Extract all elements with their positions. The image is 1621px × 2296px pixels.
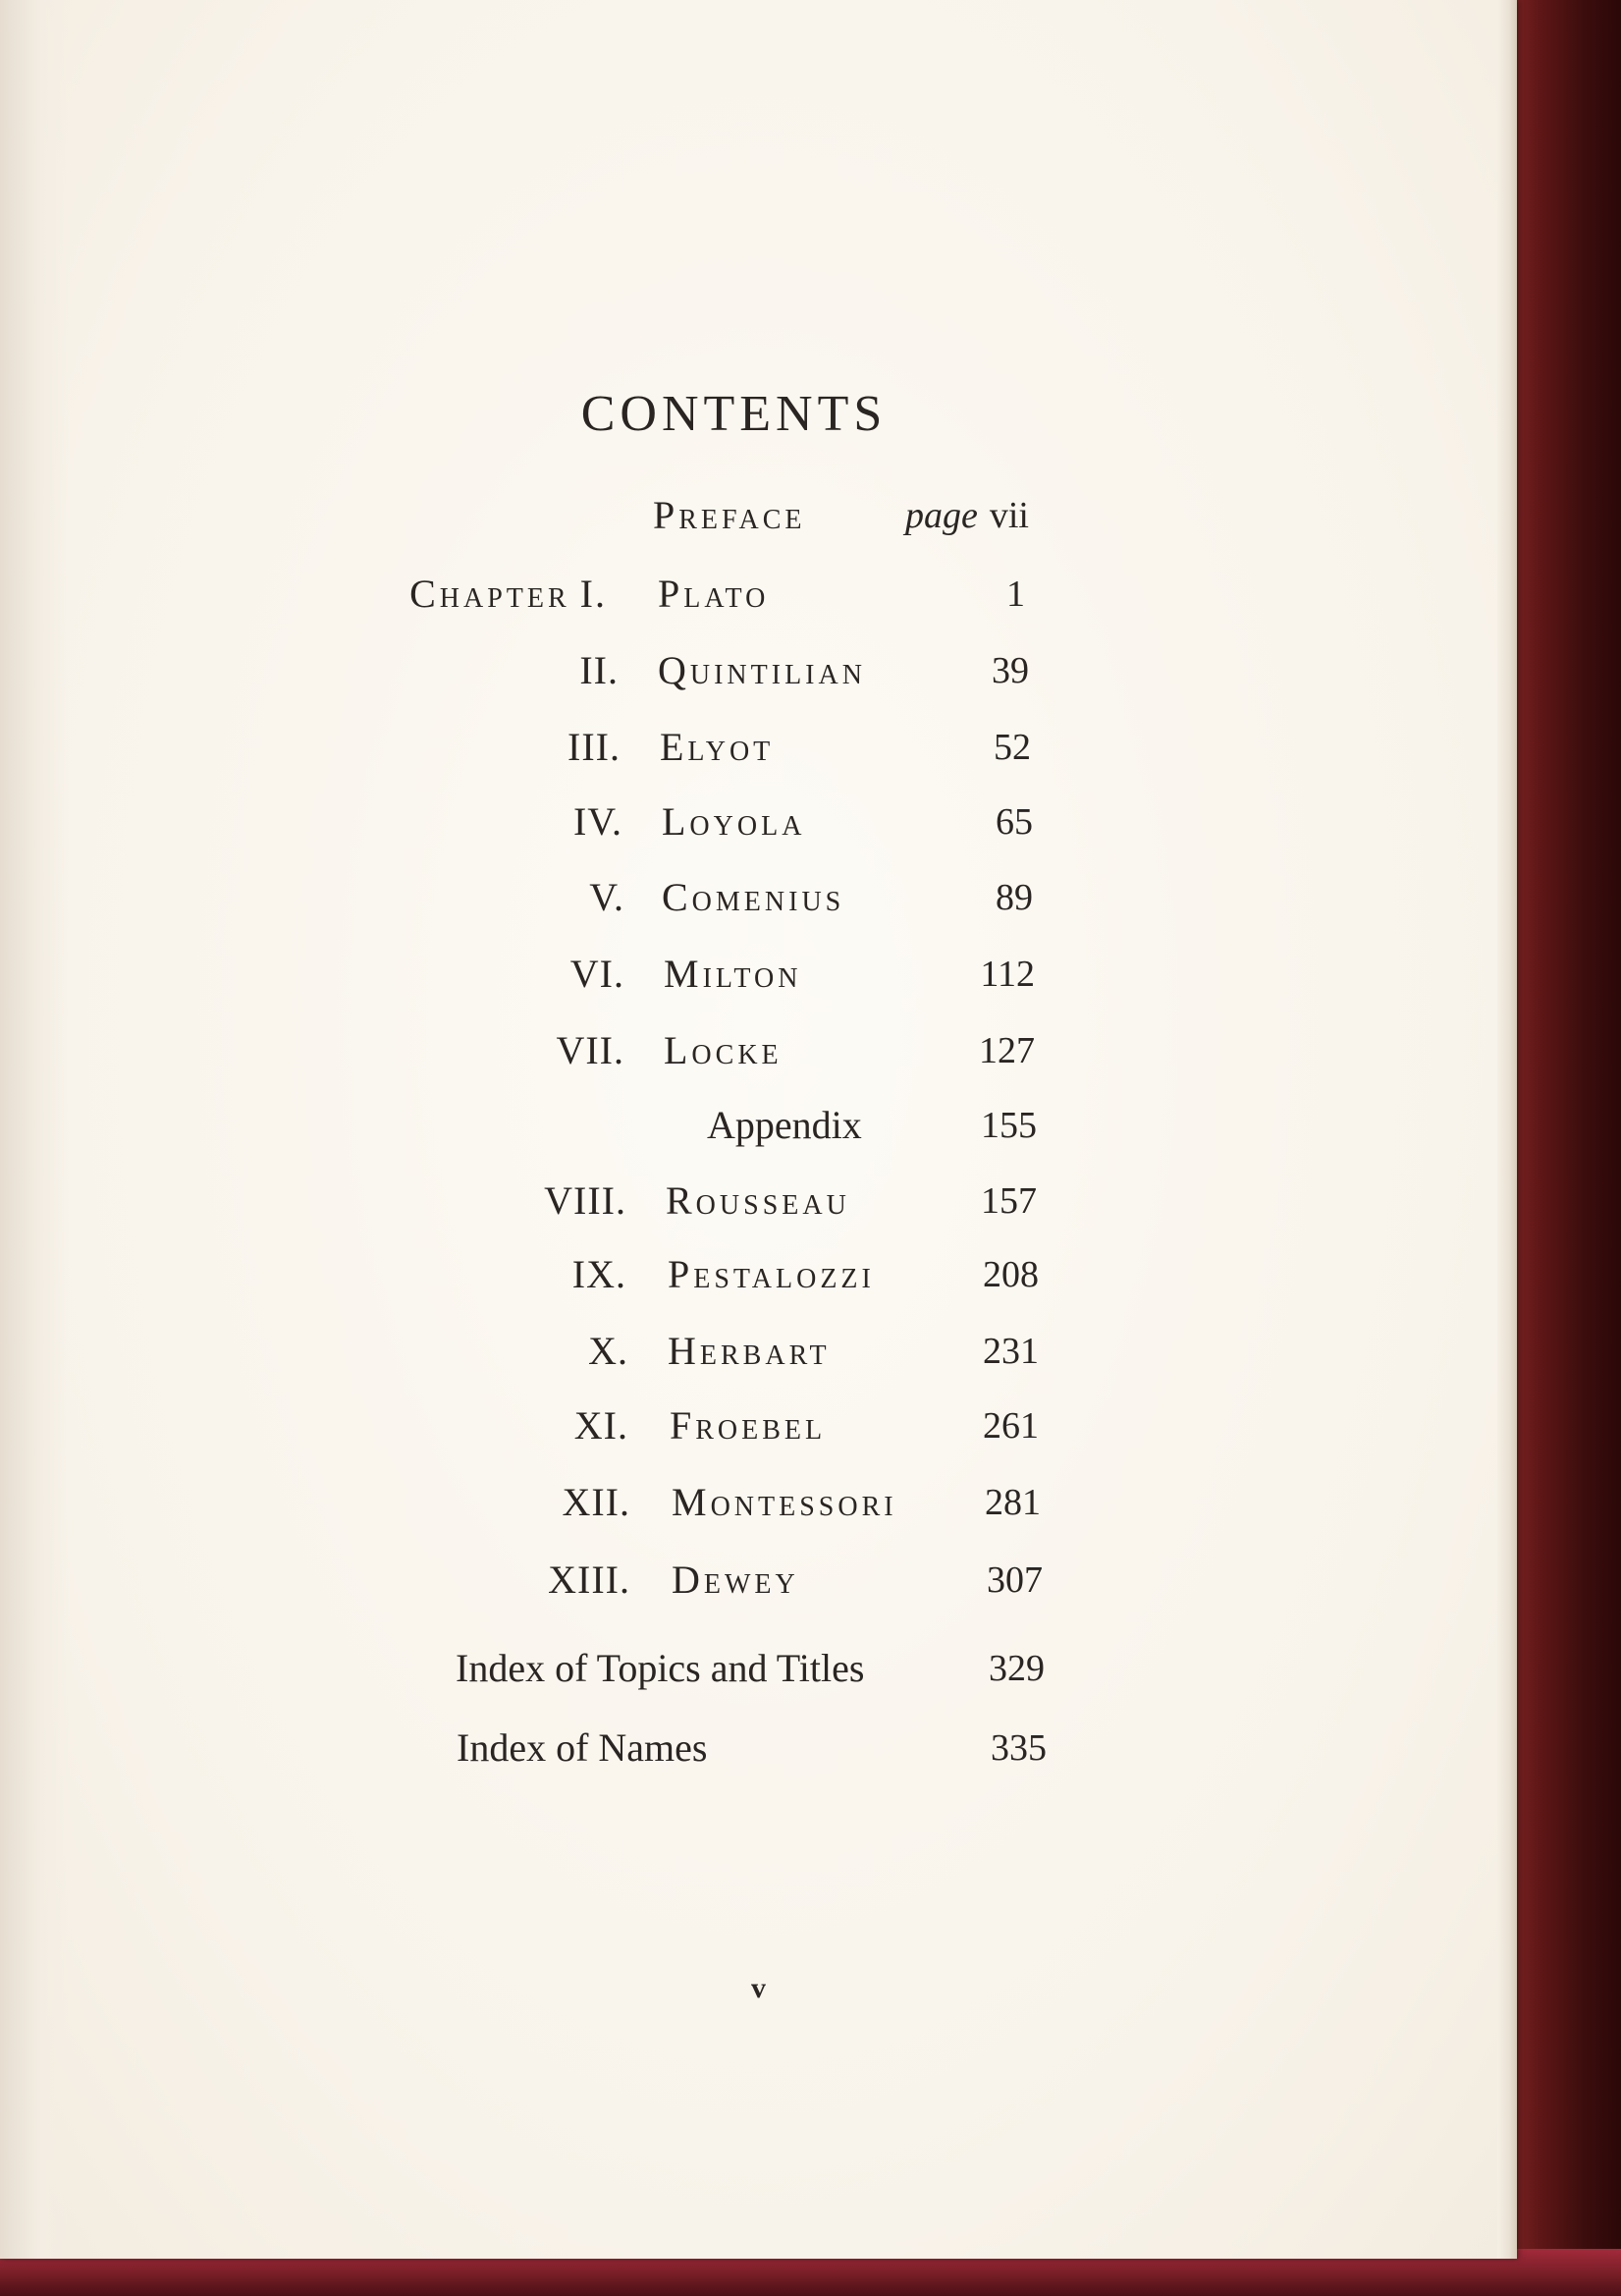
chapter-word: Chapter (409, 572, 570, 616)
toc-row-chapter (0, 1396, 1517, 1455)
chapter-name: Rousseau (666, 1178, 850, 1223)
chapter-page: 52 (994, 727, 1031, 768)
chapter-page: 307 (987, 1559, 1043, 1601)
chapter-page: 281 (985, 1482, 1041, 1523)
toc-row-chapter (0, 868, 1517, 927)
chapter-page: 157 (981, 1180, 1037, 1222)
chapter-numeral: XI. (573, 1403, 628, 1448)
chapter-numeral: IX. (571, 1252, 626, 1296)
chapter-page: 112 (980, 954, 1035, 995)
appendix-label: Appendix (707, 1103, 862, 1147)
chapter-page: 39 (992, 650, 1029, 691)
index-label: Index of Topics and Titles (456, 1646, 865, 1690)
preface-page (905, 486, 1029, 545)
chapter-page: 127 (979, 1030, 1035, 1071)
chapter-name: Dewey (672, 1558, 799, 1602)
chapter-name: Herbart (668, 1329, 831, 1373)
chapter-name: Elyot (660, 725, 775, 769)
chapter-numeral: IV. (572, 799, 622, 844)
chapter-page: 208 (983, 1254, 1039, 1295)
preface-label: Preface (653, 493, 806, 537)
chapter-name: Loyola (662, 799, 806, 844)
toc-row-chapter (0, 565, 1517, 624)
chapter-numeral: X. (588, 1329, 628, 1373)
chapter-numeral: VIII. (544, 1178, 626, 1223)
toc-row-chapter (0, 718, 1517, 777)
chapter-page: 89 (996, 877, 1033, 918)
chapter-numeral: III. (567, 725, 621, 769)
index-label: Index of Names (457, 1725, 708, 1770)
chapter-name: Plato (658, 572, 770, 616)
toc-row-chapter (0, 1551, 1517, 1610)
toc-row-chapter (0, 641, 1517, 700)
chapter-page: 65 (996, 801, 1033, 843)
page-folio: v (751, 1972, 766, 2004)
index-page: 329 (989, 1648, 1045, 1689)
chapter-name: Quintilian (658, 648, 866, 692)
chapter-name: Locke (664, 1028, 783, 1072)
toc-row-preface (0, 486, 1517, 545)
toc-row-chapter (0, 1322, 1517, 1381)
chapter-numeral: II. (579, 648, 619, 692)
toc-row-chapter (0, 1473, 1517, 1532)
chapter-page: 261 (983, 1405, 1039, 1447)
page-word: page (905, 495, 978, 536)
chapter-numeral: XIII. (548, 1558, 630, 1602)
toc-row-chapter (0, 1245, 1517, 1304)
chapter-numeral: VII. (556, 1028, 624, 1072)
chapter-numeral: Chapter I. (409, 572, 607, 616)
chapter-page: 1 (1006, 574, 1025, 615)
chapter-numeral: XII. (562, 1480, 630, 1524)
chapter-name: Montessori (672, 1480, 897, 1524)
index-page: 335 (991, 1727, 1047, 1769)
appendix-page: 155 (981, 1105, 1037, 1146)
contents-title: CONTENTS (580, 386, 888, 442)
toc-row-appendix (0, 1096, 1517, 1155)
chapter-numeral: VI. (569, 952, 624, 996)
toc-row-chapter (0, 793, 1517, 851)
chapter-name: Comenius (662, 875, 845, 919)
chapter-name: Froebel (670, 1403, 827, 1448)
chapter-numeral: V. (589, 875, 624, 919)
toc-row-chapter (0, 1021, 1517, 1080)
toc-row-index (0, 1639, 1517, 1698)
chapter-name: Pestalozzi (668, 1252, 875, 1296)
chapter-name: Milton (664, 952, 802, 996)
toc-row-index (0, 1719, 1517, 1777)
toc-row-chapter (0, 945, 1517, 1004)
preface-page-number: vii (989, 495, 1029, 536)
toc-row-chapter (0, 1172, 1517, 1230)
chapter-page: 231 (983, 1331, 1039, 1372)
